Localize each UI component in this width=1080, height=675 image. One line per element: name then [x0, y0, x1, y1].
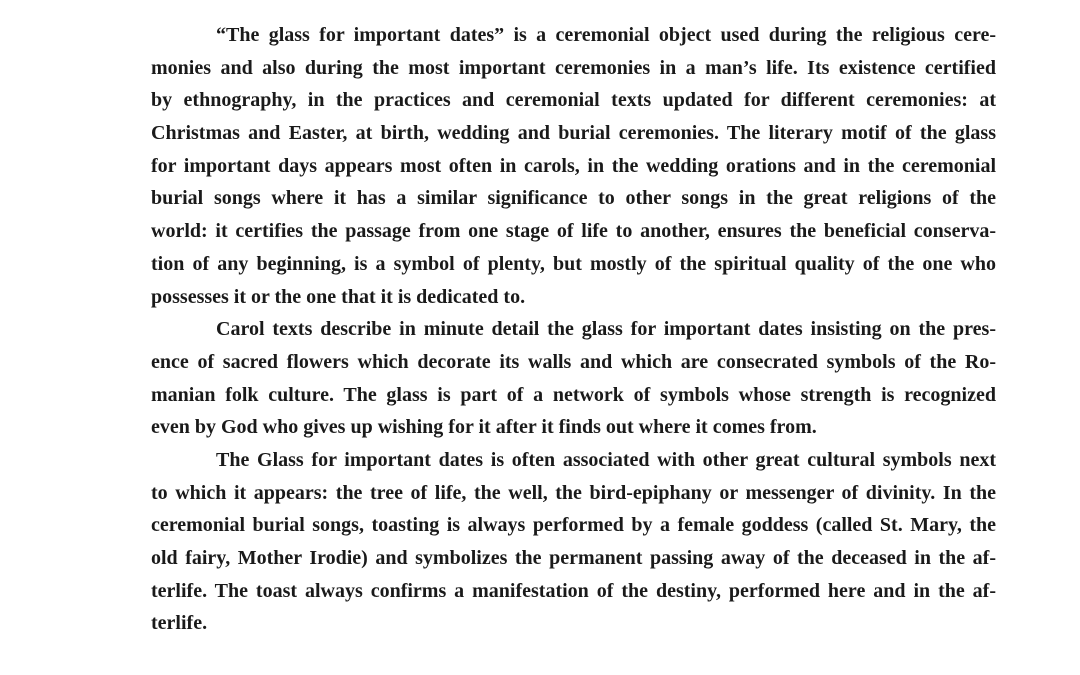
text-line: for important days appears most often in carols, in the wedding orations and in the ceremonial [151, 154, 996, 177]
text-line: Carol texts describe in minute detail the glass for important dates insisting on the pres- [216, 318, 996, 341]
text-line: even by God who gives up wishing for it after it finds out where it comes from. [151, 416, 817, 439]
text-line: burial songs where it has a similar significance to other songs in the great religions of the [151, 187, 996, 210]
text-line: terlife. [151, 612, 208, 635]
text-line: ceremonial burial songs, toasting is always performed by a female goddess (called St. Mary, the [151, 514, 996, 537]
text-line: by ethnography, in the practices and ceremonial texts updated for different ceremonies: at [151, 89, 996, 112]
text-line: terlife. The toast always confirms a manifestation of the destiny, performed here and in the af- [151, 579, 996, 602]
text-line: world: it certifies the passage from one stage of life to another, ensures the beneficial conserva- [151, 220, 996, 243]
text-line: manian folk culture. The glass is part of a network of symbols whose strength is recognized [151, 383, 996, 406]
paragraph-2 [151, 313, 996, 444]
text-line: ence of sacred flowers which decorate its walls and which are consecrated symbols of the Ro- [151, 350, 996, 373]
text-line: possesses it or the one that it is dedicated to. [151, 285, 526, 308]
text-line: tion of any beginning, is a symbol of plenty, but mostly of the spiritual quality of the one who [151, 252, 996, 275]
text-line: monies and also during the most important ceremonies in a man’s life. Its existence certified [151, 56, 996, 79]
text-line: to which it appears: the tree of life, the well, the bird-epiphany or messenger of divinity. In the [151, 481, 996, 504]
paragraph-1 [151, 19, 996, 313]
text-line: old fairy, Mother Irodie) and symbolizes the permanent passing away of the deceased in the af- [151, 547, 996, 569]
paragraph-3 [151, 444, 996, 640]
text-line: The Glass for important dates is often associated with other great cultural symbols next [216, 448, 996, 471]
text-line: “The glass for important dates” is a ceremonial object used during the religious cere- [216, 24, 996, 46]
text-line: Christmas and Easter, at birth, wedding and burial ceremonies. The literary motif of the glass [151, 122, 996, 145]
